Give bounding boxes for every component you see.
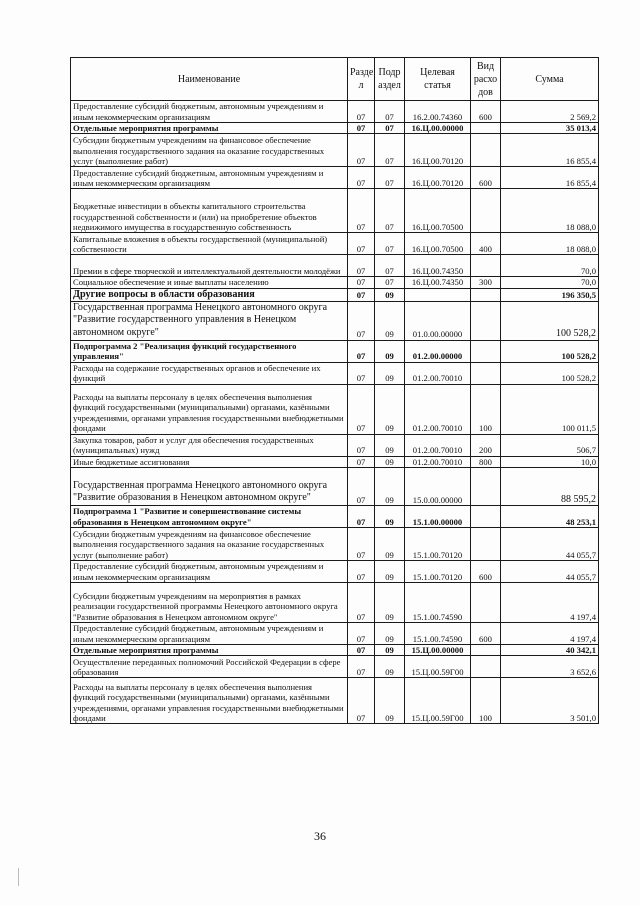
cell-target: 16.Ц.00.70120 [405,134,471,167]
cell-target: 01.2.00.00000 [405,340,471,362]
cell-vid [471,134,501,167]
cell-razdel: 07 [348,656,375,678]
cell-razdel: 07 [348,362,375,384]
cell-sum: 88 595,2 [501,468,599,506]
cell-name: Бюджетные инвестиции в объекты капитального строительства государственной собственности и (или) на приобретение объектов недвижимого имущества в государственную собственность [71,189,348,233]
table-row [71,528,599,561]
cell-vid: 200 [471,434,501,456]
cell-target: 15.Ц.00.59Г00 [405,656,471,678]
cell-razdel: 07 [348,233,375,255]
table-row [71,384,599,434]
cell-target: 01.2.00.70010 [405,384,471,434]
header-sum: Сумма [501,58,599,101]
cell-name: Капитальные вложения в объекты государственной (муниципальной) собственности [71,233,348,255]
cell-name: Осуществление переданных полномочий Российской Федерации в сфере образования [71,656,348,678]
header-target: Целевая статья [405,58,471,101]
cell-podrazdel: 07 [375,101,405,123]
cell-target: 15.1.00.70120 [405,561,471,583]
cell-name: Подпрограмма 2 "Реализация функций государственного управления" [71,340,348,362]
cell-sum: 44 055,7 [501,561,599,583]
cell-podrazdel: 09 [375,456,405,467]
table-header-row [71,58,599,101]
cell-target: 15.1.00.00000 [405,506,471,528]
cell-vid [471,340,501,362]
cell-sum: 18 088,0 [501,189,599,233]
cell-razdel: 07 [348,255,375,277]
cell-vid [471,468,501,506]
cell-target: 16.Ц.00.70500 [405,233,471,255]
cell-podrazdel: 09 [375,384,405,434]
cell-podrazdel: 09 [375,362,405,384]
cell-name: Субсидии бюджетным учреждениям на финансовое обеспечение выполнения государственного задания на оказание государственных услуг (выполнение работ) [71,134,348,167]
cell-podrazdel: 09 [375,288,405,301]
cell-name: Другие вопросы в области образования [71,288,348,301]
cell-vid [471,645,501,656]
table-row [71,134,599,167]
cell-target: 15.Ц.00.00000 [405,645,471,656]
cell-razdel: 07 [348,123,375,134]
cell-name: Предоставление субсидий бюджетным, автономным учреждениям и иным некоммерческим организациям [71,101,348,123]
cell-razdel: 07 [348,456,375,467]
cell-sum: 70,0 [501,277,599,288]
cell-name: Расходы на выплаты персоналу в целях обеспечения выполнения функций государственными (муниципальными) органами, казёнными учреждениями, органами управления государственными внебюджетными фондами [71,384,348,434]
table-row [71,340,599,362]
cell-vid [471,506,501,528]
cell-vid: 300 [471,277,501,288]
cell-name: Социальное обеспечение и иные выплаты населению [71,277,348,288]
header-razdel: Разде л [348,58,375,101]
cell-name: Премии в сфере творческой и интеллектуальной деятельности молодёжи [71,255,348,277]
cell-vid: 100 [471,384,501,434]
cell-razdel: 07 [348,340,375,362]
cell-podrazdel: 09 [375,528,405,561]
table-row [71,101,599,123]
cell-name: Подпрограмма 1 "Развитие и совершенствование системы образования в Ненецком автономном округе" [71,506,348,528]
table-row [71,123,599,134]
cell-podrazdel: 09 [375,561,405,583]
cell-sum: 10,0 [501,456,599,467]
cell-sum: 18 088,0 [501,233,599,255]
cell-target [405,288,471,301]
cell-razdel: 07 [348,468,375,506]
cell-sum: 16 855,4 [501,134,599,167]
header-vid: Вид расхо дов [471,58,501,101]
table-row [71,233,599,255]
cell-vid: 600 [471,561,501,583]
cell-sum: 2 569,2 [501,101,599,123]
cell-vid: 600 [471,101,501,123]
cell-sum: 16 855,4 [501,167,599,189]
cell-target: 01.0.00.00000 [405,301,471,340]
cell-sum: 3 652,6 [501,656,599,678]
cell-podrazdel: 09 [375,434,405,456]
cell-target: 16.Ц.00.74350 [405,255,471,277]
cell-name: Государственная программа Ненецкого автономного округа "Развитие государственного управления в Ненецком автономном округе" [71,301,348,340]
cell-name: Иные бюджетные ассигнования [71,456,348,467]
table-body [71,101,599,724]
cell-podrazdel: 09 [375,506,405,528]
cell-podrazdel: 07 [375,134,405,167]
cell-target: 16.2.00.74360 [405,101,471,123]
cell-name: Предоставление субсидий бюджетным, автономным учреждениям и иным некоммерческим организациям [71,623,348,645]
cell-razdel: 07 [348,561,375,583]
cell-target: 16.Ц.00.70120 [405,167,471,189]
cell-podrazdel: 07 [375,255,405,277]
cell-target: 15.1.00.74590 [405,623,471,645]
cell-sum: 40 342,1 [501,645,599,656]
cell-podrazdel: 07 [375,189,405,233]
cell-name: Предоставление субсидий бюджетным, автономным учреждениям и иным некоммерческим организациям [71,167,348,189]
cell-razdel: 07 [348,189,375,233]
table-row [71,583,599,623]
cell-razdel: 07 [348,623,375,645]
cell-name: Расходы на выплаты персоналу в целях обеспечения выполнения функций государственными (муниципальными) органами, казёнными учреждениями, органами управления государственными внебюджетными фондами [71,678,348,724]
cell-target: 16.Ц.00.70500 [405,189,471,233]
cell-razdel: 07 [348,101,375,123]
cell-razdel: 07 [348,645,375,656]
cell-sum: 44 055,7 [501,528,599,561]
scan-artifact [18,868,19,886]
table-row [71,301,599,340]
cell-razdel: 07 [348,528,375,561]
cell-vid [471,301,501,340]
cell-podrazdel: 09 [375,645,405,656]
cell-sum: 196 350,5 [501,288,599,301]
cell-vid [471,189,501,233]
cell-sum: 100 528,2 [501,340,599,362]
cell-target: 15.1.00.70120 [405,528,471,561]
cell-razdel: 07 [348,506,375,528]
cell-razdel: 07 [348,434,375,456]
cell-podrazdel: 09 [375,656,405,678]
cell-sum: 35 013,4 [501,123,599,134]
cell-name: Субсидии бюджетным учреждениям на мероприятия в рамках реализации государственной программы Ненецкого автономного округа "Развитие образования в Ненецком автономном округе" [71,583,348,623]
cell-vid [471,656,501,678]
cell-razdel: 07 [348,678,375,724]
cell-podrazdel: 07 [375,167,405,189]
table-row [71,623,599,645]
cell-podrazdel: 09 [375,678,405,724]
table-row [71,561,599,583]
cell-sum: 4 197,4 [501,583,599,623]
cell-name: Расходы на содержание государственных органов и обеспечение их функций [71,362,348,384]
cell-target: 01.2.00.70010 [405,456,471,467]
budget-table [70,57,599,724]
header-name: Наименование [71,58,348,101]
table-row [71,468,599,506]
cell-name: Отдельные мероприятия программы [71,645,348,656]
cell-target: 15.Ц.00.59Г00 [405,678,471,724]
cell-name: Предоставление субсидий бюджетным, автономным учреждениям и иным некоммерческим организациям [71,561,348,583]
table-row [71,189,599,233]
cell-podrazdel: 09 [375,340,405,362]
cell-name: Государственная программа Ненецкого автономного округа "Развитие образования в Ненецком автономном округе" [71,468,348,506]
cell-sum: 506,7 [501,434,599,456]
cell-vid: 800 [471,456,501,467]
cell-podrazdel: 07 [375,277,405,288]
cell-vid [471,528,501,561]
cell-podrazdel: 07 [375,233,405,255]
cell-razdel: 07 [348,583,375,623]
cell-podrazdel: 09 [375,623,405,645]
table-row [71,656,599,678]
cell-target: 01.2.00.70010 [405,434,471,456]
cell-podrazdel: 09 [375,301,405,340]
cell-vid: 600 [471,167,501,189]
cell-target: 01.2.00.70010 [405,362,471,384]
cell-target: 15.1.00.74590 [405,583,471,623]
cell-sum: 100 528,2 [501,362,599,384]
cell-razdel: 07 [348,384,375,434]
cell-razdel: 07 [348,134,375,167]
cell-vid [471,583,501,623]
cell-sum: 100 011,5 [501,384,599,434]
table-row [71,434,599,456]
cell-sum: 48 253,1 [501,506,599,528]
cell-podrazdel: 09 [375,583,405,623]
page-number: 36 [314,829,326,843]
cell-name: Закупка товаров, работ и услуг для обеспечения государственных (муниципальных) нужд [71,434,348,456]
table-row [71,277,599,288]
cell-target: 15.0.00.00000 [405,468,471,506]
table-row [71,167,599,189]
cell-name: Субсидии бюджетным учреждениям на финансовое обеспечение выполнения государственного задания на оказание государственных услуг (выполнение работ) [71,528,348,561]
table-row [71,645,599,656]
cell-vid: 400 [471,233,501,255]
cell-vid: 100 [471,678,501,724]
cell-target: 16.Ц.00.74350 [405,277,471,288]
cell-vid [471,288,501,301]
table-row [71,288,599,301]
cell-vid: 600 [471,623,501,645]
cell-razdel: 07 [348,301,375,340]
cell-razdel: 07 [348,167,375,189]
cell-sum: 4 197,4 [501,623,599,645]
cell-name: Отдельные мероприятия программы [71,123,348,134]
table-row [71,456,599,467]
cell-target: 16.Ц.00.00000 [405,123,471,134]
cell-vid [471,123,501,134]
table-row [71,255,599,277]
cell-vid [471,255,501,277]
cell-sum: 70,0 [501,255,599,277]
table-row [71,362,599,384]
table-row [71,678,599,724]
cell-podrazdel: 09 [375,468,405,506]
cell-sum: 3 501,0 [501,678,599,724]
cell-razdel: 07 [348,288,375,301]
cell-razdel: 07 [348,277,375,288]
table-row [71,506,599,528]
cell-sum: 100 528,2 [501,301,599,340]
cell-podrazdel: 07 [375,123,405,134]
cell-vid [471,362,501,384]
header-podrazdel: Подр аздел [375,58,405,101]
